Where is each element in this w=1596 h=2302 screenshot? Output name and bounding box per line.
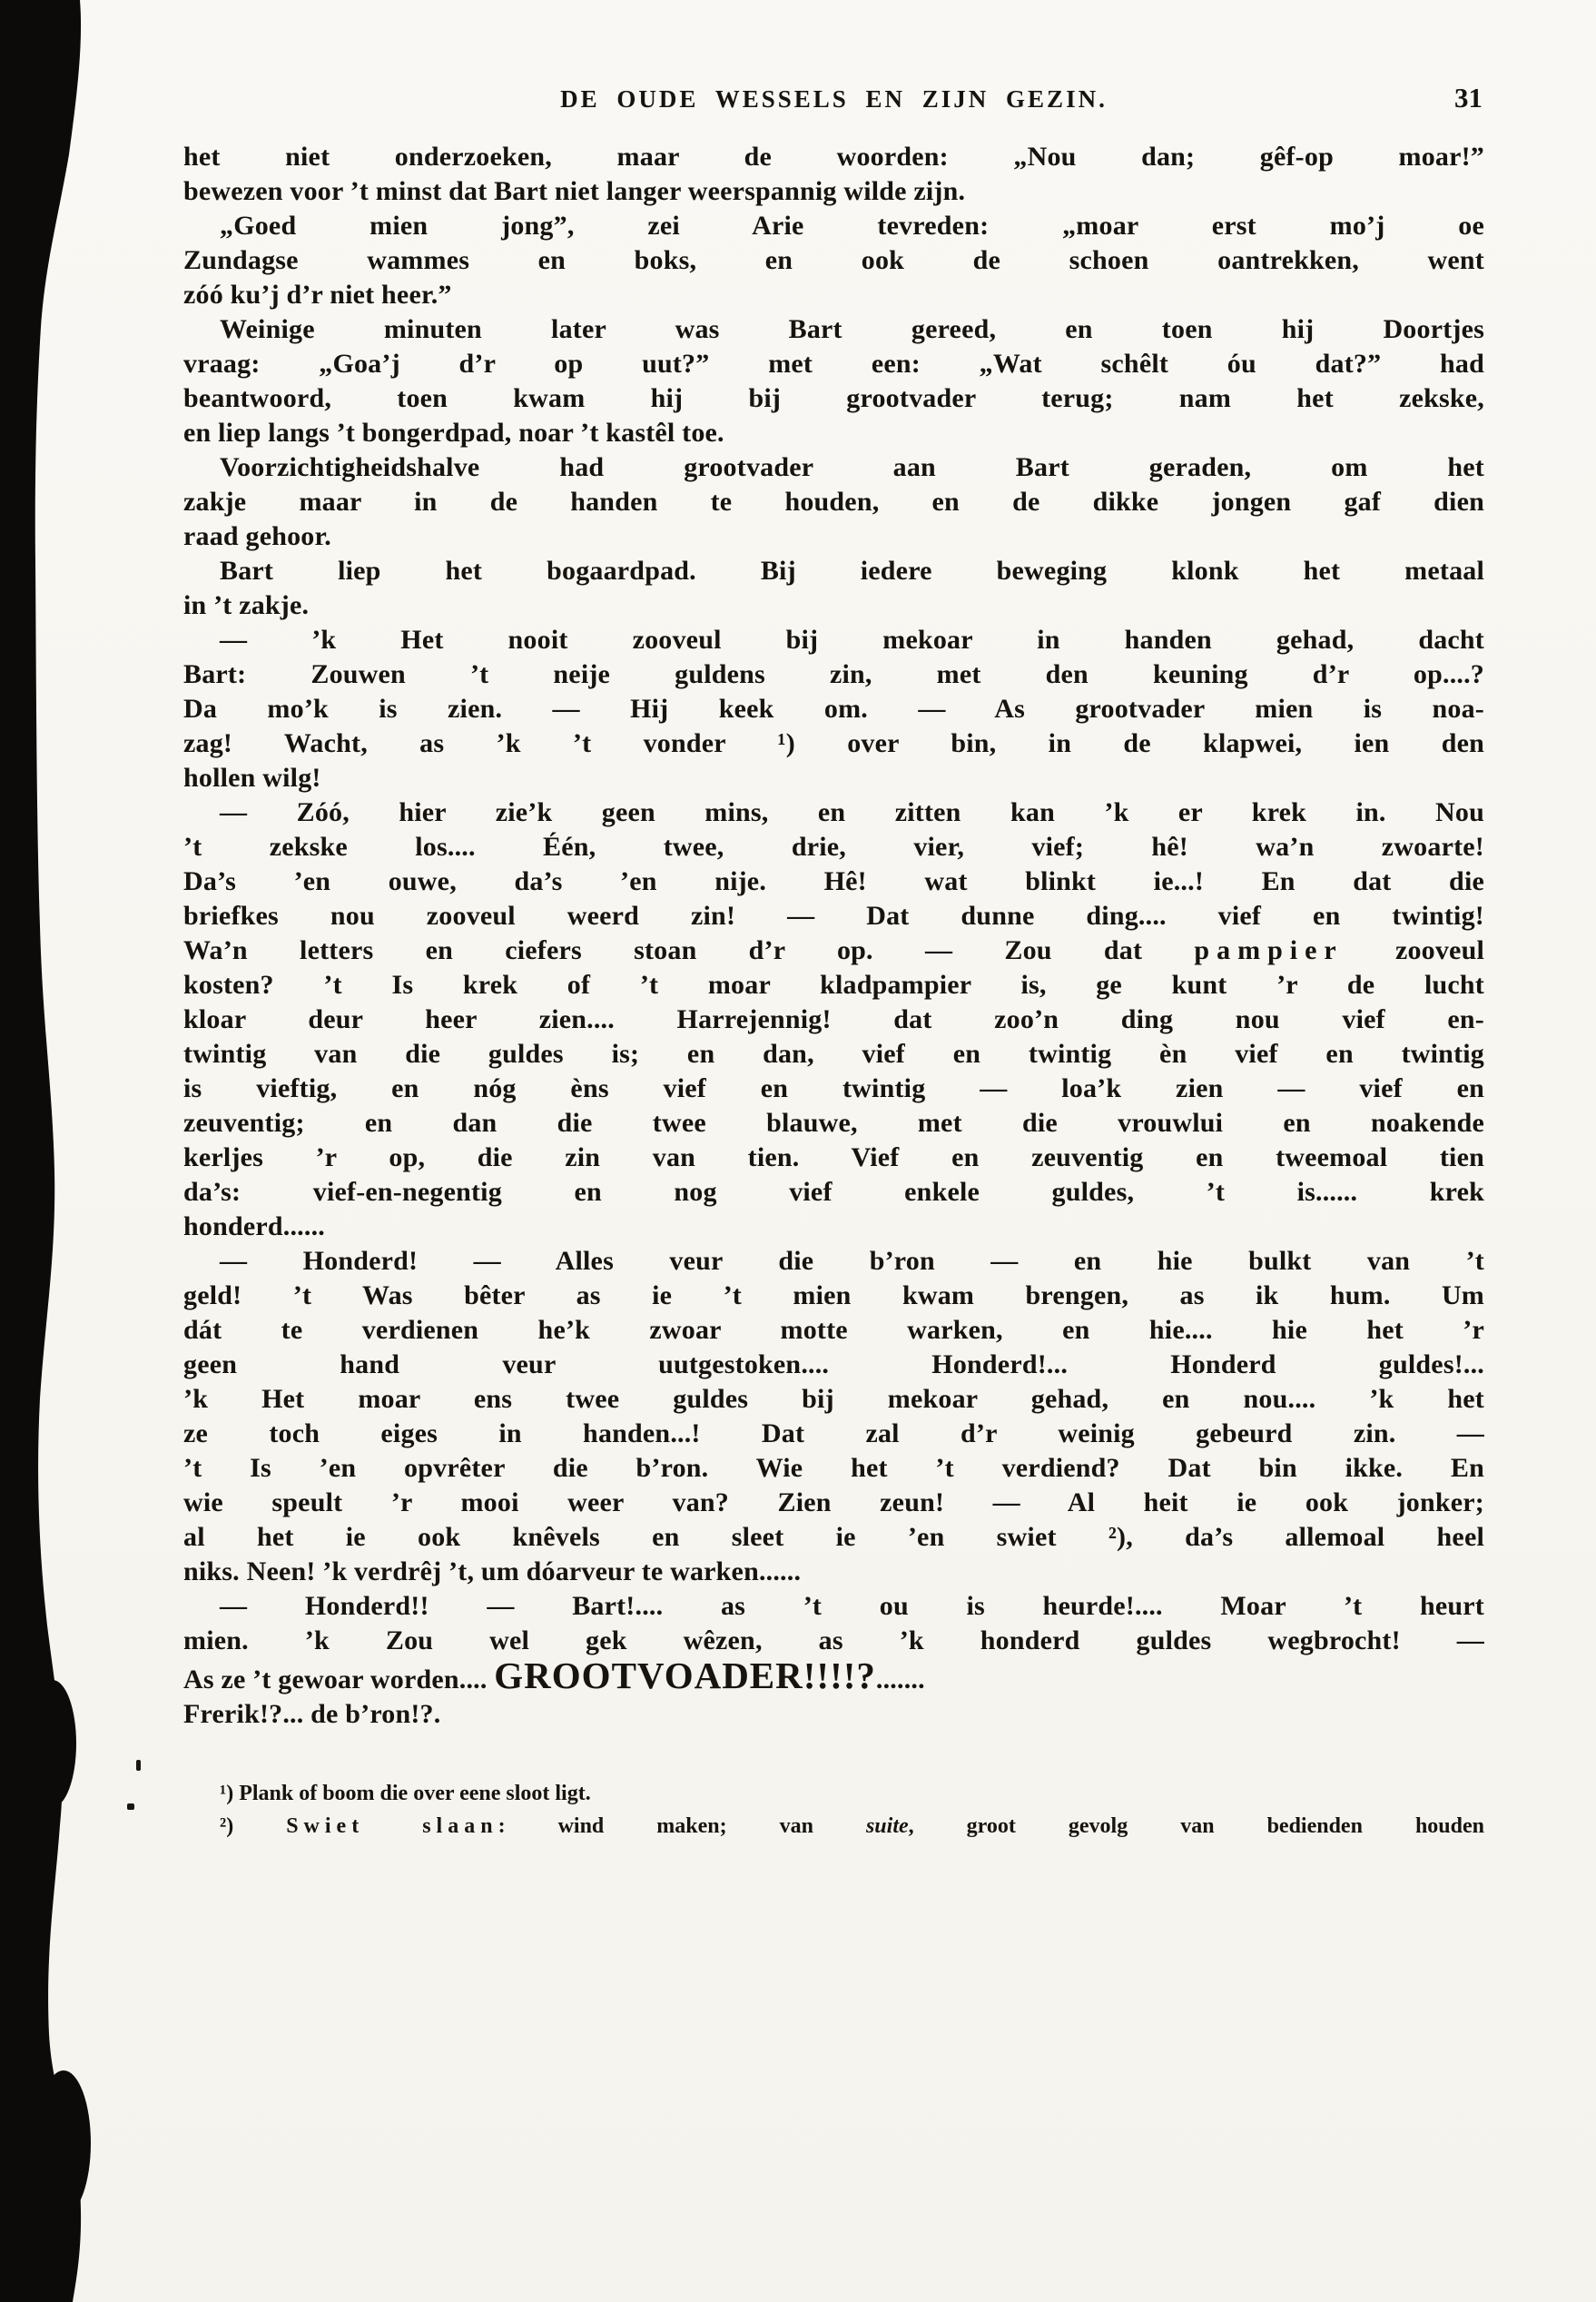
text-segment: kosten? ’t Is krek of ’t moar kladpampier is, ge kunt ’r de lucht	[183, 970, 1484, 1000]
text-segment: ze toch eiges in handen...! Dat zal d’r weinig gebeurd zin. —	[183, 1418, 1484, 1448]
text-line	[183, 209, 1484, 243]
text-segment: .......	[875, 1665, 925, 1694]
text-line	[183, 899, 1484, 934]
text-segment: zeuventig; en dan die twee blauwe, met die vrouwlui en noakende	[183, 1108, 1484, 1138]
text-line	[183, 1037, 1484, 1072]
scan-edge-artifact	[0, 0, 102, 2302]
text-line	[183, 1555, 1484, 1589]
text-segment-large: GROOTVOADER!!!!?	[494, 1655, 876, 1696]
text-line	[183, 1417, 1484, 1451]
text-line	[183, 1003, 1484, 1037]
text-line	[183, 278, 1484, 312]
text-segment: ²)	[220, 1814, 287, 1838]
text-segment: beantwoord, toen kwam hij bij grootvader terug; nam het zekske,	[183, 383, 1484, 413]
text-line	[183, 1382, 1484, 1417]
text-segment: zag! Wacht, as ’k ’t vonder ¹) over bin, in de klapwei, ien den	[183, 728, 1484, 758]
text-line	[183, 1451, 1484, 1486]
text-segment: niks. Neen! ’k verdrêj ’t, um dóarveur te warken......	[183, 1556, 802, 1586]
text-line	[183, 934, 1484, 968]
text-segment: zóó ku’j d’r niet heer.”	[183, 280, 452, 310]
page-number: 31	[1454, 82, 1483, 114]
footnotes	[183, 1777, 1484, 1843]
text-line	[183, 1279, 1484, 1313]
text-segment: As ze ’t gewoar worden....	[183, 1665, 495, 1694]
text-line	[183, 795, 1484, 830]
text-segment-spaced: Swiet slaan	[286, 1814, 498, 1838]
text-segment: Zundagse wammes en boks, en ook de schoen oantrekken, went	[183, 245, 1484, 275]
text-line	[183, 830, 1484, 864]
page-content	[183, 0, 1484, 1843]
text-line	[183, 1210, 1484, 1244]
text-segment: da’s: vief-en-negentig en nog vief enkele guldes, ’t is...... krek	[183, 1177, 1484, 1207]
paragraph	[183, 623, 1484, 795]
paragraph	[183, 450, 1484, 554]
text-line	[183, 519, 1484, 554]
text-line	[183, 1520, 1484, 1555]
paragraph	[183, 209, 1484, 312]
text-block	[183, 140, 1484, 1732]
text-line	[183, 1697, 1484, 1732]
text-segment: Voorzichtigheidshalve had grootvader aan Bart geraden, om het	[220, 452, 1484, 482]
text-segment: — ’k Het nooit zooveul bij mekoar in handen gehad, dacht	[220, 625, 1484, 655]
text-line	[183, 726, 1484, 761]
text-segment: raad gehoor.	[183, 521, 331, 551]
page-header	[183, 82, 1484, 120]
text-segment: wie speult ’r mooi weer van? Zien zeun! — Al heit ie ook jonker;	[183, 1487, 1484, 1517]
text-line	[183, 1624, 1484, 1658]
text-line	[183, 692, 1484, 726]
text-segment: : wind maken; van	[498, 1814, 866, 1838]
text-segment: bewezen voor ’t minst dat Bart niet langer weerspannig wilde zijn.	[183, 176, 966, 206]
text-segment: kerljes ’r op, die zin van tien. Vief en zeuventig en tweemoal tien	[183, 1142, 1484, 1172]
text-segment: „Goed mien jong”, zei Arie tevreden: „moar erst mo’j oe	[220, 211, 1484, 241]
paragraph	[183, 1697, 1484, 1732]
text-line	[183, 588, 1484, 623]
text-line	[183, 174, 1484, 209]
text-line	[183, 381, 1484, 416]
text-segment: geld! ’t Was bêter as ie ’t mien kwam brengen, as ik hum. Um	[183, 1280, 1484, 1310]
text-line	[183, 1072, 1484, 1106]
text-line	[183, 864, 1484, 899]
text-segment: zooveul	[1343, 935, 1484, 965]
text-segment: — Honderd!! — Bart!.... as ’t ou is heurde!.... Moar ’t heurt	[220, 1591, 1484, 1621]
text-segment: honderd......	[183, 1211, 325, 1241]
text-line	[183, 1589, 1484, 1624]
text-line	[183, 623, 1484, 657]
text-segment: ¹) Plank of boom die over eene sloot ligt.	[220, 1782, 591, 1805]
text-segment: briefkes nou zooveul weerd zin! — Dat dunne ding.... vief en twintig!	[183, 901, 1484, 931]
ink-speck	[136, 1760, 141, 1771]
paragraph	[183, 795, 1484, 1244]
paragraph	[183, 312, 1484, 450]
text-segment: en liep langs ’t bongerdpad, noar ’t kastêl toe.	[183, 418, 724, 448]
text-line	[183, 1313, 1484, 1348]
text-segment: dát te verdienen he’k zwoar motte warken, en hie.... hie het ’r	[183, 1315, 1484, 1345]
text-segment: , groot gevolg van bedienden houden	[908, 1814, 1484, 1838]
text-segment: ’k Het moar ens twee guldes bij mekoar gehad, en nou.... ’k het	[183, 1384, 1484, 1414]
text-line	[183, 1348, 1484, 1382]
text-line	[183, 1141, 1484, 1175]
text-line	[183, 347, 1484, 381]
text-segment: Da’s ’en ouwe, da’s ’en nije. Hê! wat blinkt ie...! En dat die	[183, 866, 1484, 896]
text-segment: hollen wilg!	[183, 763, 321, 793]
text-segment: vraag: „Goa’j d’r op uut?” met een: „Wat schêlt óu dat?” had	[183, 349, 1484, 379]
footnote	[220, 1777, 1484, 1810]
running-title: DE OUDE WESSELS EN ZIJN GEZIN.	[560, 85, 1108, 113]
text-segment-spaced: pampier	[1194, 935, 1344, 965]
text-line	[183, 657, 1484, 692]
paragraph	[183, 140, 1484, 209]
text-line	[183, 1106, 1484, 1141]
text-segment: het niet onderzoeken, maar de woorden: „Nou dan; gêf-op moar!”	[183, 142, 1484, 172]
text-segment: ’t Is ’en opvrêter die b’ron. Wie het ’t verdiend? Dat bin ikke. En	[183, 1453, 1484, 1483]
text-segment: Bart liep het bogaardpad. Bij iedere beweging klonk het metaal	[220, 556, 1484, 586]
text-segment: — Zóó, hier zie’k geen mins, en zitten kan ’k er krek in. Nou	[220, 797, 1484, 827]
text-segment: — Honderd! — Alles veur die b’ron — en hie bulkt van ’t	[220, 1246, 1484, 1276]
text-line	[183, 312, 1484, 347]
text-segment: mien. ’k Zou wel gek wêzen, as ’k honderd guldes wegbrocht! —	[183, 1625, 1484, 1655]
text-line	[183, 968, 1484, 1003]
text-segment: ’t zekske los.... Één, twee, drie, vier, vief; hê! wa’n zwoarte!	[183, 832, 1484, 862]
text-segment: is vieftig, en nóg èns vief en twintig — loa’k zien — vief en	[183, 1073, 1484, 1103]
text-line	[183, 1486, 1484, 1520]
text-segment: zakje maar in de handen te houden, en de dikke jongen gaf dien	[183, 487, 1484, 517]
text-line	[183, 554, 1484, 588]
text-segment: kloar deur heer zien.... Harrejennig! dat zoo’n ding nou vief en-	[183, 1004, 1484, 1034]
text-segment: in ’t zakje.	[183, 590, 310, 620]
paragraph	[183, 1589, 1484, 1697]
text-line	[183, 140, 1484, 174]
text-line	[183, 761, 1484, 795]
text-segment: Wa’n letters en ciefers stoan d’r op. — Zou dat	[183, 935, 1195, 965]
text-line	[183, 416, 1484, 450]
text-segment: Weinige minuten later was Bart gereed, en toen hij Doortjes	[220, 314, 1484, 344]
text-line	[183, 1244, 1484, 1279]
text-segment: Frerik!?... de b’ron!?.	[183, 1699, 441, 1729]
text-line	[183, 1175, 1484, 1210]
footnote	[220, 1810, 1484, 1843]
text-segment: Da mo’k is zien. — Hij keek om. — As grootvader mien is noa-	[183, 694, 1484, 724]
text-line	[183, 450, 1484, 485]
paragraph	[183, 1244, 1484, 1589]
text-segment-italic: suite	[865, 1814, 909, 1838]
text-line	[183, 1655, 1484, 1697]
text-segment: al het ie ook knêvels en sleet ie ’en swiet ²), da’s allemoal heel	[183, 1522, 1484, 1552]
text-segment: twintig van die guldes is; en dan, vief en twintig èn vief en twintig	[183, 1039, 1484, 1069]
text-segment: Bart: Zouwen ’t neije guldens zin, met den keuning d’r op....?	[183, 659, 1484, 689]
text-line	[183, 243, 1484, 278]
text-segment: geen hand veur uutgestoken.... Honderd!... Honderd guldes!...	[183, 1349, 1484, 1379]
text-line	[183, 485, 1484, 519]
paragraph	[183, 554, 1484, 623]
ink-speck	[127, 1803, 134, 1810]
